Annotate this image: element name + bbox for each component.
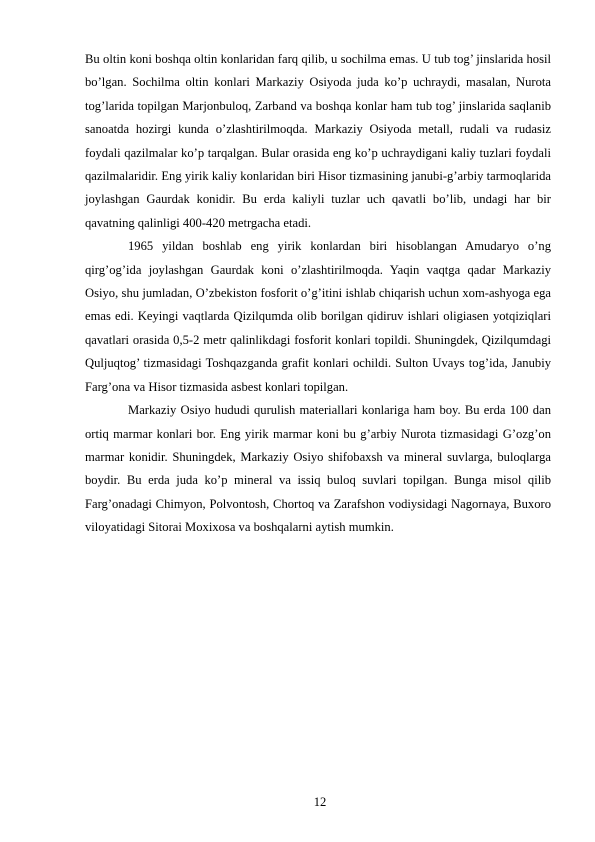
page-number: 12: [313, 795, 327, 809]
paragraph-2: 1965 yildan boshlab eng yirik konlardan biri hisoblangan Amudaryo o’ng qirg’og’ida joylashgan Gaurdak koni o’zlashtirilmoqda. Yaqin vaqtga qadar Markaziy Osiyo, shu jumladan, O’zbekiston fosforit o’g’itini ishlab chiqarish uchun xom-ashyoga ega emas edi. Keyingi vaqtlarda Qizilqumda olib borilgan qidiruv ishlari oligiasen yotqiziqlari qavatlari orasida 0,5-2 metr qalinlikdagi fosforit konlari topildi. Shuningdek, Qizilqumdagi Quljuqtog’ tizmasidagi Toshqazganda grafit konlari ochildi. Sulton Uvays tog’ida, Janubiy Farg’ona va Hisor tizmasida asbest konlari topilgan.: [85, 239, 551, 394]
paragraph-1: Bu oltin koni boshqa oltin konlaridan farq qilib, u sochilma emas. U tub tog’ jinslarida hosil bo’lgan. Sochilma oltin konlari Markaziy Osiyoda juda ko’p uchraydi, masalan, Nurota tog’larida topilgan Marjonbuloq, Zarband va boshqa konlar ham tub tog’ jinslarida saqlanib sanoatda hozirgi kunda o’zlashtirilmoqda. Markaziy Osiyoda metall, rudali va rudasiz foydali qazilmalar ko’p tarqalgan. Bular orasida eng ko’p uchraydigani kaliy tuzlari foydali qazilmalaridir. Eng yirik kaliy konlaridan biri Hisor tizmasining janubi-g’arbiy tarmoqlarida joylashgan Gaurdak konidir. Bu erda kaliyli tuzlar uch qavatli bo’lib, undagi har bir qavatning qalinligi 400-420 metrgacha etadi.: [85, 52, 551, 230]
paragraph-3: Markaziy Osiyo hududi qurulish materiallari konlariga ham boy. Bu erda 100 dan ortiq marmar konlari bor. Eng yirik marmar koni bu g’arbiy Nurota tizmasidagi G’ozg’on marmar konidir. Shuningdek, Markaziy Osiyo shifobaxsh va mineral suvlarga, buloqlarga boydir. Bu erda juda ko’p mineral va issiq buloq suvlari topilgan. Bunga misol qilib Farg’onadagi Chimyon, Polvontosh, Chortoq va Zarafshon vodiysidagi Nagornaya, Buxoro viloyatidagi Sitorai Moxixosa va boshqalarni aytish mumkin.: [85, 403, 551, 535]
body-text: [85, 48, 551, 540]
